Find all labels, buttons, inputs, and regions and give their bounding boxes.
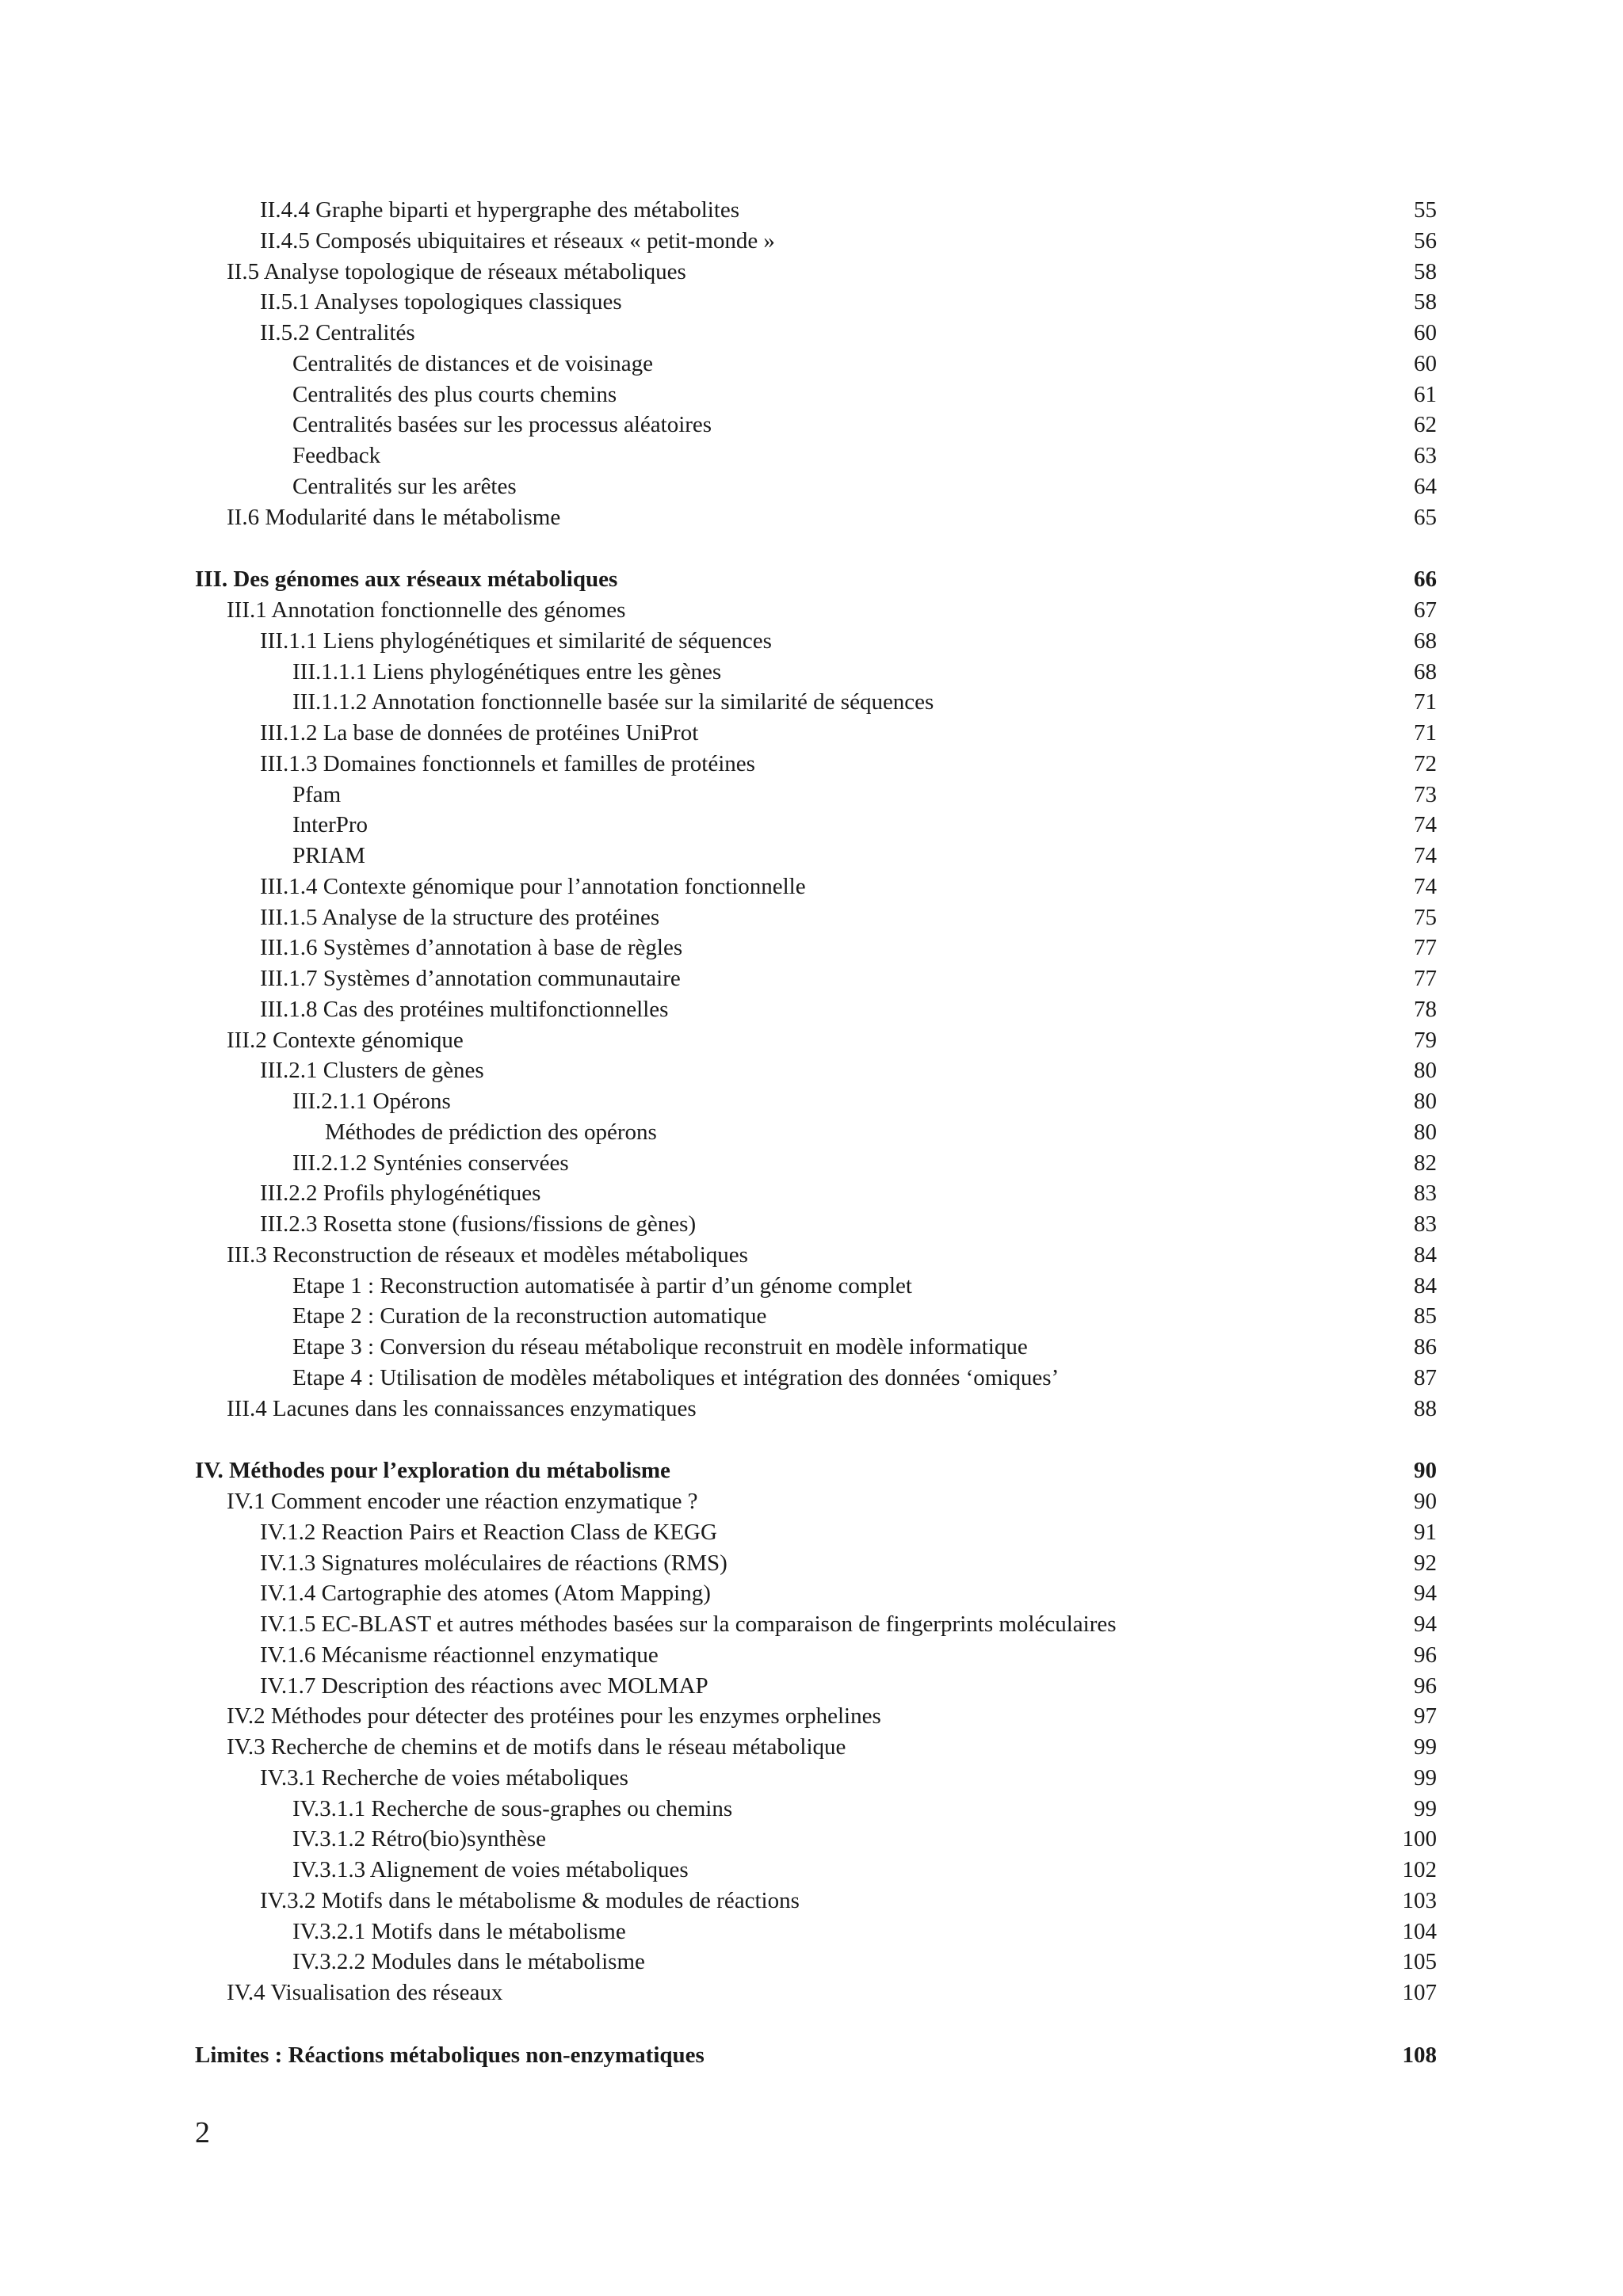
toc-entry[interactable] <box>0 841 1623 871</box>
toc-entry-page: 74 <box>1414 812 1437 838</box>
toc-entry-title: IV.3.1.3 Alignement de voies métaboliques <box>292 1857 689 1882</box>
toc-entry-title: IV.1.5 EC-BLAST et autres méthodes basées sur la comparaison de fingerprints moléculaires <box>260 1611 1117 1637</box>
toc-entry[interactable] <box>0 1978 1623 2008</box>
toc-entry[interactable] <box>0 963 1623 994</box>
toc-entry-page: 66 <box>1414 566 1437 593</box>
toc-entry[interactable] <box>0 1363 1623 1394</box>
toc-entry-title: IV.3.1.2 Rétro(bio)synthèse <box>292 1826 547 1852</box>
toc-entry-page: 103 <box>1402 1887 1437 1913</box>
toc-entry[interactable] <box>0 1301 1623 1332</box>
toc-entry-title: IV.1.7 Description des réactions avec MOLMAP <box>260 1672 708 1699</box>
toc-entry[interactable] <box>0 1086 1623 1117</box>
toc-entry-page: 84 <box>1414 1272 1437 1299</box>
toc-entry-title: III.2.1 Clusters de gènes <box>260 1058 484 1084</box>
toc-entry-title: III. Des génomes aux réseaux métaboliques <box>195 566 618 593</box>
toc-entry-title: III.2 Contexte génomique <box>227 1027 464 1053</box>
toc-entry-page: 97 <box>1414 1703 1437 1730</box>
toc-entry-page: 100 <box>1402 1826 1437 1852</box>
toc-entry[interactable] <box>0 810 1623 841</box>
toc-entry[interactable] <box>0 195 1623 226</box>
toc-entry-title: II.5.2 Centralités <box>260 320 415 345</box>
toc-entry[interactable] <box>0 502 1623 533</box>
toc-entry-title: III.1.6 Systèmes d’annotation à base de règles <box>260 935 683 961</box>
toc-entry-page: 55 <box>1414 197 1437 223</box>
toc-entry-title: IV.1.4 Cartographie des atomes (Atom Mapping) <box>260 1581 711 1607</box>
toc-entry[interactable] <box>0 1701 1623 1732</box>
toc-entry-page: 90 <box>1414 1458 1437 1484</box>
toc-entry-page: 74 <box>1414 873 1437 899</box>
toc-entry-title: IV. Méthodes pour l’exploration du métabolisme <box>195 1458 670 1484</box>
toc-entry[interactable] <box>0 318 1623 349</box>
toc-entry-page: 72 <box>1414 750 1437 776</box>
toc-entry-title: III.3 Reconstruction de réseaux et modèles métaboliques <box>227 1241 748 1268</box>
toc-entry-title: III.1.5 Analyse de la structure des protéines <box>260 904 660 930</box>
toc-entry-page: 77 <box>1414 935 1437 961</box>
toc-entry-page: 85 <box>1414 1303 1437 1329</box>
toc-entry-page: 60 <box>1414 350 1437 376</box>
toc-entry-title: II.4.4 Graphe biparti et hypergraphe des métabolites <box>260 197 740 223</box>
toc-entry-page: 83 <box>1414 1211 1437 1237</box>
toc-entry-page: 94 <box>1414 1581 1437 1607</box>
toc-entry[interactable] <box>0 379 1623 410</box>
toc-entry-page: 105 <box>1402 1949 1437 1975</box>
toc-entry[interactable] <box>0 780 1623 810</box>
toc-entry-page: 62 <box>1414 412 1437 438</box>
toc-entry-page: 79 <box>1414 1027 1437 1053</box>
toc-entry[interactable] <box>0 349 1623 379</box>
toc-entry[interactable] <box>0 1055 1623 1086</box>
toc-entry-title: IV.1.3 Signatures moléculaires de réactions (RMS) <box>260 1550 727 1576</box>
toc-entry-title: II.4.5 Composés ubiquitaires et réseaux « petit-monde » <box>260 227 775 254</box>
toc-entry-page: 61 <box>1414 381 1437 407</box>
toc-entry-page: 68 <box>1414 627 1437 654</box>
toc-entry-page: 71 <box>1414 720 1437 746</box>
toc-entry-page: 74 <box>1414 843 1437 868</box>
toc-entry[interactable] <box>0 749 1623 780</box>
toc-entry-title: IV.2 Méthodes pour détecter des protéines pour les enzymes orphelines <box>227 1703 881 1730</box>
toc-entry-page: 63 <box>1414 443 1437 468</box>
toc-entry-title: Méthodes de prédiction des opérons <box>325 1119 657 1145</box>
toc-entry-page: 84 <box>1414 1241 1437 1268</box>
toc-entry[interactable] <box>0 1025 1623 1056</box>
toc-entry[interactable] <box>0 1271 1623 1302</box>
toc-entry-title: IV.3.2 Motifs dans le métabolisme & modules de réactions <box>260 1887 800 1913</box>
toc-entry[interactable] <box>0 1794 1623 1825</box>
toc-entry[interactable] <box>0 1763 1623 1794</box>
toc-entry-title: IV.1.6 Mécanisme réactionnel enzymatique <box>260 1642 659 1668</box>
toc-entry[interactable] <box>0 1732 1623 1763</box>
toc-entry-page: 96 <box>1414 1642 1437 1668</box>
toc-entry-title: IV.1.2 Reaction Pairs et Reaction Class de KEGG <box>260 1519 717 1545</box>
toc-entry-page: 88 <box>1414 1395 1437 1421</box>
toc-entry-page: 65 <box>1414 504 1437 530</box>
toc-entry[interactable] <box>0 902 1623 933</box>
toc-entry-title: III.1 Annotation fonctionnelle des génomes <box>227 597 626 623</box>
toc-entry-title: II.6 Modularité dans le métabolisme <box>227 504 561 530</box>
toc-entry-title: Centralités basées sur les processus aléatoires <box>292 412 712 438</box>
toc-entry-title: III.1.1.1 Liens phylogénétiques entre les gènes <box>292 658 722 685</box>
toc-entry[interactable] <box>0 226 1623 257</box>
toc-entry[interactable] <box>0 1486 1623 1517</box>
toc-entry-title: III.2.1.2 Synténies conservées <box>292 1150 569 1176</box>
toc-entry-page: 108 <box>1402 2042 1437 2068</box>
toc-entry[interactable] <box>0 257 1623 288</box>
toc-entry-page: 107 <box>1402 1980 1437 2005</box>
toc-entry-title: II.5.1 Analyses topologiques classiques <box>260 289 622 315</box>
toc-entry-title: Centralités sur les arêtes <box>292 473 517 499</box>
toc-entry[interactable] <box>0 933 1623 963</box>
toc-entry[interactable] <box>0 1824 1623 1855</box>
toc-entry-title: Centralités de distances et de voisinage <box>292 350 653 376</box>
toc-entry[interactable] <box>0 1855 1623 1886</box>
toc-entry-page: 82 <box>1414 1150 1437 1176</box>
toc-entry-page: 94 <box>1414 1611 1437 1637</box>
toc-entry[interactable] <box>0 1947 1623 1978</box>
toc-entry-page: 83 <box>1414 1180 1437 1207</box>
toc-entry-page: 102 <box>1402 1857 1437 1882</box>
toc-entry[interactable] <box>0 1178 1623 1209</box>
toc-spacer <box>0 2008 1623 2040</box>
toc-entry[interactable] <box>0 994 1623 1025</box>
toc-entry-title: Etape 4 : Utilisation de modèles métaboliques et intégration des données ‘omiques’ <box>292 1364 1060 1390</box>
toc-entry[interactable] <box>0 1548 1623 1579</box>
toc-entry[interactable] <box>0 595 1623 626</box>
toc-entry[interactable] <box>0 1209 1623 1240</box>
toc-entry[interactable] <box>0 1240 1623 1271</box>
toc-entry-title: III.4 Lacunes dans les connaissances enzymatiques <box>227 1395 697 1421</box>
toc-entry-title: IV.4 Visualisation des réseaux <box>227 1980 503 2005</box>
toc-entry-title: Centralités des plus courts chemins <box>292 381 617 407</box>
toc-entry-title: InterPro <box>292 812 369 838</box>
toc-chapter-entry[interactable] <box>0 2040 1623 2071</box>
toc-entry[interactable] <box>0 410 1623 441</box>
toc-chapter-entry[interactable] <box>0 1455 1623 1486</box>
toc-spacer <box>0 1424 1623 1455</box>
toc-entry-title: IV.3.1.1 Recherche de sous-graphes ou chemins <box>292 1795 733 1821</box>
toc-entry-page: 92 <box>1414 1550 1437 1576</box>
toc-entry[interactable] <box>0 1332 1623 1363</box>
toc-entry-title: II.5 Analyse topologique de réseaux métaboliques <box>227 258 686 284</box>
toc-entry-title: Pfam <box>292 781 342 807</box>
toc-entry-title: III.1.3 Domaines fonctionnels et familles de protéines <box>260 750 755 776</box>
toc-entry-page: 67 <box>1414 597 1437 623</box>
toc-entry-title: IV.3.2.1 Motifs dans le métabolisme <box>292 1918 626 1944</box>
toc-entry-page: 68 <box>1414 658 1437 685</box>
toc-entry-page: 86 <box>1414 1334 1437 1360</box>
toc-entry-page: 80 <box>1414 1119 1437 1145</box>
toc-entry-title: III.1.8 Cas des protéines multifonctionnelles <box>260 996 669 1022</box>
toc-entry-title: IV.3.2.2 Modules dans le métabolisme <box>292 1949 645 1975</box>
toc-entry-page: 60 <box>1414 320 1437 345</box>
toc-entry-page: 78 <box>1414 996 1437 1022</box>
toc-entry-title: IV.3.1 Recherche de voies métaboliques <box>260 1764 628 1791</box>
toc-spacer <box>0 532 1623 564</box>
toc-entry-title: IV.3 Recherche de chemins et de motifs dans le réseau métabolique <box>227 1734 846 1760</box>
toc-entry-title: III.2.1.1 Opérons <box>292 1089 451 1114</box>
toc-entry-page: 87 <box>1414 1364 1437 1390</box>
toc-entry-page: 64 <box>1414 473 1437 499</box>
toc-entry-page: 58 <box>1414 258 1437 284</box>
toc-entry[interactable] <box>0 1517 1623 1548</box>
toc-entry[interactable] <box>0 1148 1623 1179</box>
toc-entry-title: III.1.1 Liens phylogénétiques et similarité de séquences <box>260 627 772 654</box>
toc-entry-page: 99 <box>1414 1764 1437 1791</box>
toc-entry-page: 80 <box>1414 1089 1437 1114</box>
toc-entry[interactable] <box>0 441 1623 471</box>
toc-entry-page: 56 <box>1414 227 1437 254</box>
table-of-contents <box>0 195 1623 2071</box>
toc-entry[interactable] <box>0 1671 1623 1702</box>
toc-entry[interactable] <box>0 871 1623 902</box>
toc-entry-title: Feedback <box>292 443 381 468</box>
toc-entry[interactable] <box>0 687 1623 718</box>
toc-entry-page: 91 <box>1414 1519 1437 1545</box>
toc-entry[interactable] <box>0 471 1623 502</box>
toc-entry[interactable] <box>0 657 1623 688</box>
toc-entry-title: III.2.3 Rosetta stone (fusions/fissions de gènes) <box>260 1211 697 1237</box>
toc-entry[interactable] <box>0 1578 1623 1609</box>
toc-entry-page: 71 <box>1414 689 1437 715</box>
page-number: 2 <box>195 2116 210 2149</box>
toc-entry-page: 96 <box>1414 1672 1437 1699</box>
toc-entry-title: Limites : Réactions métaboliques non-enzymatiques <box>195 2042 705 2068</box>
toc-entry-page: 90 <box>1414 1489 1437 1514</box>
toc-entry[interactable] <box>0 1609 1623 1640</box>
toc-entry[interactable] <box>0 1917 1623 1947</box>
toc-entry-title: Etape 2 : Curation de la reconstruction automatique <box>292 1303 767 1329</box>
toc-entry[interactable] <box>0 718 1623 749</box>
toc-entry-page: 104 <box>1402 1918 1437 1944</box>
toc-entry-page: 73 <box>1414 781 1437 807</box>
toc-entry-title: III.1.2 La base de données de protéines UniProt <box>260 720 699 746</box>
toc-entry-title: PRIAM <box>292 843 365 868</box>
toc-entry-title: Etape 3 : Conversion du réseau métabolique reconstruit en modèle informatique <box>292 1334 1028 1360</box>
toc-entry[interactable] <box>0 1640 1623 1671</box>
toc-entry-title: Etape 1 : Reconstruction automatisée à partir d’un génome complet <box>292 1272 912 1299</box>
toc-chapter-entry[interactable] <box>0 564 1623 595</box>
toc-entry[interactable] <box>0 1117 1623 1148</box>
toc-entry[interactable] <box>0 1886 1623 1917</box>
toc-entry-page: 99 <box>1414 1795 1437 1821</box>
toc-entry-page: 99 <box>1414 1734 1437 1760</box>
toc-entry-title: IV.1 Comment encoder une réaction enzymatique ? <box>227 1489 698 1514</box>
toc-entry-page: 80 <box>1414 1058 1437 1084</box>
toc-entry-title: III.2.2 Profils phylogénétiques <box>260 1180 541 1207</box>
toc-entry-page: 77 <box>1414 966 1437 991</box>
toc-entry[interactable] <box>0 287 1623 318</box>
toc-entry[interactable] <box>0 1394 1623 1425</box>
toc-entry-title: III.1.1.2 Annotation fonctionnelle basée sur la similarité de séquences <box>292 689 934 715</box>
toc-entry-page: 58 <box>1414 289 1437 315</box>
toc-entry-title: III.1.4 Contexte génomique pour l’annotation fonctionnelle <box>260 873 806 899</box>
toc-entry-page: 75 <box>1414 904 1437 930</box>
toc-entry[interactable] <box>0 626 1623 657</box>
toc-entry-title: III.1.7 Systèmes d’annotation communautaire <box>260 966 681 991</box>
